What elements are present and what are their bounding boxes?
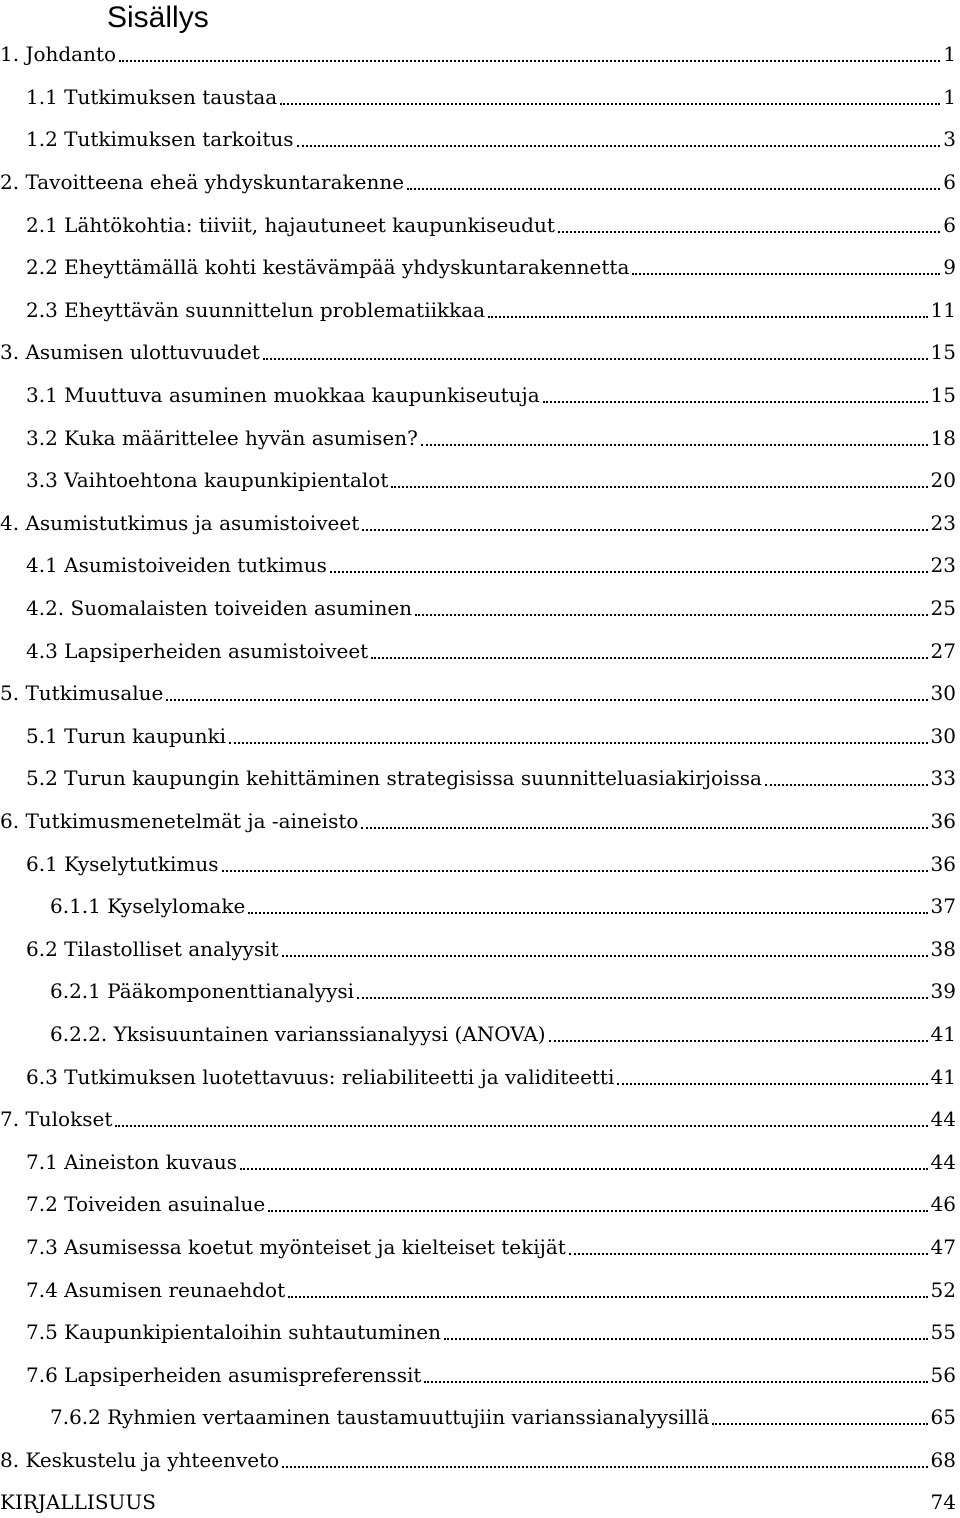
- toc-entry[interactable]: [0, 1226, 956, 1269]
- toc-leader: [569, 1233, 928, 1255]
- toc-entry-label: 6.2.2. Yksisuuntainen varianssianalyysi (ANOVA): [50, 1021, 546, 1046]
- toc-entry-page: 44: [930, 1107, 956, 1132]
- toc-entry[interactable]: [0, 502, 956, 545]
- toc-entry-label: 5.2 Turun kaupungin kehittäminen strategisissa suunnitteluasiakirjoissa: [26, 766, 762, 791]
- toc-entry[interactable]: [0, 842, 956, 885]
- toc-leader: [362, 509, 927, 531]
- toc-entry-label: 3. Asumisen ulottuvuudet: [0, 340, 260, 365]
- toc-entry-label: 2.3 Eheyttävän suunnittelun problematiikkaa: [26, 297, 486, 322]
- toc-entry-label: 7.2 Toiveiden asuinalue: [26, 1192, 266, 1217]
- toc-leader: [159, 1489, 928, 1509]
- toc-entry-page: 39: [930, 979, 956, 1004]
- toc-entry[interactable]: [0, 885, 956, 928]
- toc-leader: [268, 1190, 927, 1212]
- toc-leader: [280, 83, 940, 105]
- toc-entry-page: 3: [943, 127, 956, 152]
- toc-entry-label: 7.1 Aineiston kuvaus: [26, 1149, 238, 1174]
- toc-entry[interactable]: [0, 1481, 956, 1518]
- toc-entry-label: 5.1 Turun kaupunki: [26, 723, 227, 748]
- toc-leader: [248, 892, 927, 914]
- toc-entry-page: 36: [930, 808, 956, 833]
- toc-entry-label: 6.1 Kyselytutkimus: [26, 851, 219, 876]
- toc-entry-page: 52: [930, 1277, 956, 1302]
- toc-leader: [357, 977, 927, 999]
- toc-leader: [488, 296, 927, 318]
- toc-entry-label: 8. Keskustelu ja yhteenveto: [0, 1447, 280, 1472]
- toc-entry-label: 1. Johdanto: [0, 42, 117, 67]
- toc-entry-label: 2.2 Eheyttämällä kohti kestävämpää yhdyskuntarakennetta: [26, 255, 630, 280]
- toc-entry-page: 55: [930, 1320, 956, 1345]
- toc-entry[interactable]: [0, 1098, 956, 1141]
- toc-entry-page: 56: [930, 1362, 956, 1387]
- toc-entry-label: 4.1 Asumistoiveiden tutkimus: [26, 553, 327, 578]
- toc-entry[interactable]: [0, 715, 956, 758]
- toc-entry-label: 7.6 Lapsiperheiden asumispreferenssit: [26, 1362, 422, 1387]
- toc-leader: [361, 807, 927, 829]
- toc-entry-page: 68: [930, 1447, 956, 1472]
- toc-entry-page: 20: [930, 468, 956, 493]
- toc-entry-label: 3.1 Muuttuva asuminen muokkaa kaupunkiseutuja: [26, 383, 540, 408]
- toc-entry-label: 7. Tulokset: [0, 1107, 113, 1132]
- toc-leader: [415, 594, 928, 616]
- toc-entry-label: 3.3 Vaihtoehtona kaupunkipientalot: [26, 468, 389, 493]
- toc-entry-page: 30: [930, 723, 956, 748]
- toc-leader: [632, 253, 940, 275]
- toc-entry[interactable]: [0, 1439, 956, 1482]
- toc-entry-label: 6.2 Tilastolliset analyysit: [26, 936, 279, 961]
- toc-entry-page: 9: [943, 255, 956, 280]
- toc-entry[interactable]: [0, 587, 956, 630]
- toc-entry[interactable]: [0, 374, 956, 417]
- toc-entry[interactable]: [0, 118, 956, 161]
- toc-leader: [407, 168, 940, 190]
- toc-entry-page: 65: [930, 1405, 956, 1430]
- toc-leader: [240, 1148, 927, 1170]
- toc-leader: [282, 1446, 927, 1468]
- toc-entry-page: 15: [930, 383, 956, 408]
- toc-leader: [222, 850, 928, 872]
- toc-leader: [263, 338, 928, 360]
- toc-entry[interactable]: [0, 76, 956, 119]
- toc-entry[interactable]: [0, 544, 956, 587]
- toc-entry-page: 37: [930, 894, 956, 919]
- toc-entry-page: 6: [943, 170, 956, 195]
- toc-leader: [712, 1403, 927, 1425]
- toc-entry-page: 25: [930, 596, 956, 621]
- toc-entry-page: 1: [943, 42, 956, 67]
- toc-entry[interactable]: [0, 203, 956, 246]
- toc-entry-label: 7.3 Asumisessa koetut myönteiset ja kielteiset tekijät: [26, 1234, 566, 1259]
- toc-leader: [229, 722, 927, 744]
- page-title: Sisällys: [107, 1, 209, 34]
- toc-entry[interactable]: [0, 1055, 956, 1098]
- toc-entry-page: 47: [930, 1234, 956, 1259]
- toc-entry-page: 11: [930, 297, 956, 322]
- toc-entry-page: 23: [930, 510, 956, 535]
- toc-leader: [288, 1276, 927, 1298]
- toc-entry[interactable]: [0, 672, 956, 715]
- toc-entry-page: 30: [930, 681, 956, 706]
- toc-entry-page: 38: [930, 936, 956, 961]
- toc-leader: [424, 1361, 927, 1383]
- toc-leader: [330, 551, 928, 573]
- toc-leader: [166, 679, 927, 701]
- toc-entry-label: 5. Tutkimusalue: [0, 681, 164, 706]
- toc-entry-page: 44: [930, 1149, 956, 1174]
- toc-leader: [282, 935, 928, 957]
- toc-entry[interactable]: [0, 33, 956, 76]
- toc-entry-label: 7.5 Kaupunkipientaloihin suhtautuminen: [26, 1320, 441, 1345]
- toc-entry[interactable]: [0, 246, 956, 289]
- toc-leader: [549, 1020, 928, 1042]
- toc-entry-label: 3.2 Kuka määrittelee hyvän asumisen?: [26, 425, 418, 450]
- toc-entry[interactable]: [0, 1353, 956, 1396]
- toc-entry-page: 27: [930, 638, 956, 663]
- toc-entry[interactable]: [0, 1396, 956, 1439]
- toc-leader: [765, 764, 928, 786]
- toc-leader: [391, 466, 927, 488]
- toc-entry[interactable]: [0, 331, 956, 374]
- toc-entry-label: 7.4 Asumisen reunaehdot: [26, 1277, 286, 1302]
- toc-entry-page: 18: [930, 425, 956, 450]
- toc-leader: [543, 381, 928, 403]
- toc-entry-label: 6.3 Tutkimuksen luotettavuus: reliabiliteetti ja validiteetti: [26, 1064, 615, 1089]
- toc-entry-label: KIRJALLISUUS: [0, 1490, 156, 1515]
- toc-entry-page: 41: [930, 1021, 956, 1046]
- toc-leader: [444, 1318, 928, 1340]
- toc-entry-label: 1.2 Tutkimuksen tarkoitus: [26, 127, 294, 152]
- toc-entry-page: 41: [930, 1064, 956, 1089]
- toc-entry[interactable]: [0, 927, 956, 970]
- toc-leader: [297, 125, 941, 147]
- toc-entry-label: 6. Tutkimusmenetelmät ja -aineisto: [0, 808, 359, 833]
- toc-entry[interactable]: [0, 970, 956, 1013]
- toc-entry-label: 4.2. Suomalaisten toiveiden asuminen: [26, 596, 413, 621]
- toc-leader: [119, 40, 940, 62]
- toc-entry[interactable]: [0, 629, 956, 672]
- toc-entry-label: 2.1 Lähtökohtia: tiiviit, hajautuneet kaupunkiseudut: [26, 212, 555, 237]
- table-of-contents: [0, 33, 956, 1518]
- toc-leader: [115, 1105, 927, 1127]
- toc-entry[interactable]: [0, 1013, 956, 1056]
- toc-leader: [617, 1063, 927, 1085]
- toc-entry-page: 46: [930, 1192, 956, 1217]
- toc-entry-page: 1: [943, 84, 956, 109]
- toc-entry-label: 6.1.1 Kyselylomake: [50, 894, 246, 919]
- toc-leader: [421, 424, 928, 446]
- toc-entry-label: 4.3 Lapsiperheiden asumistoiveet: [26, 638, 369, 663]
- toc-entry-page: 6: [943, 212, 956, 237]
- toc-entry[interactable]: [0, 161, 956, 204]
- toc-entry[interactable]: [0, 800, 956, 843]
- toc-leader: [371, 637, 927, 659]
- toc-leader: [558, 211, 940, 233]
- toc-entry-page: 33: [930, 766, 956, 791]
- toc-entry[interactable]: [0, 459, 956, 502]
- toc-entry[interactable]: [0, 1140, 956, 1183]
- toc-entry-label: 1.1 Tutkimuksen taustaa: [26, 84, 278, 109]
- toc-entry-label: 6.2.1 Pääkomponenttianalyysi: [50, 979, 355, 1004]
- toc-entry[interactable]: [0, 416, 956, 459]
- toc-entry-label: 7.6.2 Ryhmien vertaaminen taustamuuttujiin varianssianalyysillä: [50, 1405, 710, 1430]
- toc-entry-label: 2. Tavoitteena eheä yhdyskuntarakenne: [0, 170, 405, 195]
- toc-entry[interactable]: [0, 1311, 956, 1354]
- toc-entry-page: 15: [930, 340, 956, 365]
- toc-entry[interactable]: [0, 1268, 956, 1311]
- toc-entry[interactable]: [0, 757, 956, 800]
- toc-entry-page: 23: [930, 553, 956, 578]
- toc-entry[interactable]: [0, 1183, 956, 1226]
- toc-entry[interactable]: [0, 289, 956, 332]
- toc-entry-label: 4. Asumistutkimus ja asumistoiveet: [0, 510, 360, 535]
- toc-entry-page: 74: [930, 1490, 956, 1515]
- toc-entry-page: 36: [930, 851, 956, 876]
